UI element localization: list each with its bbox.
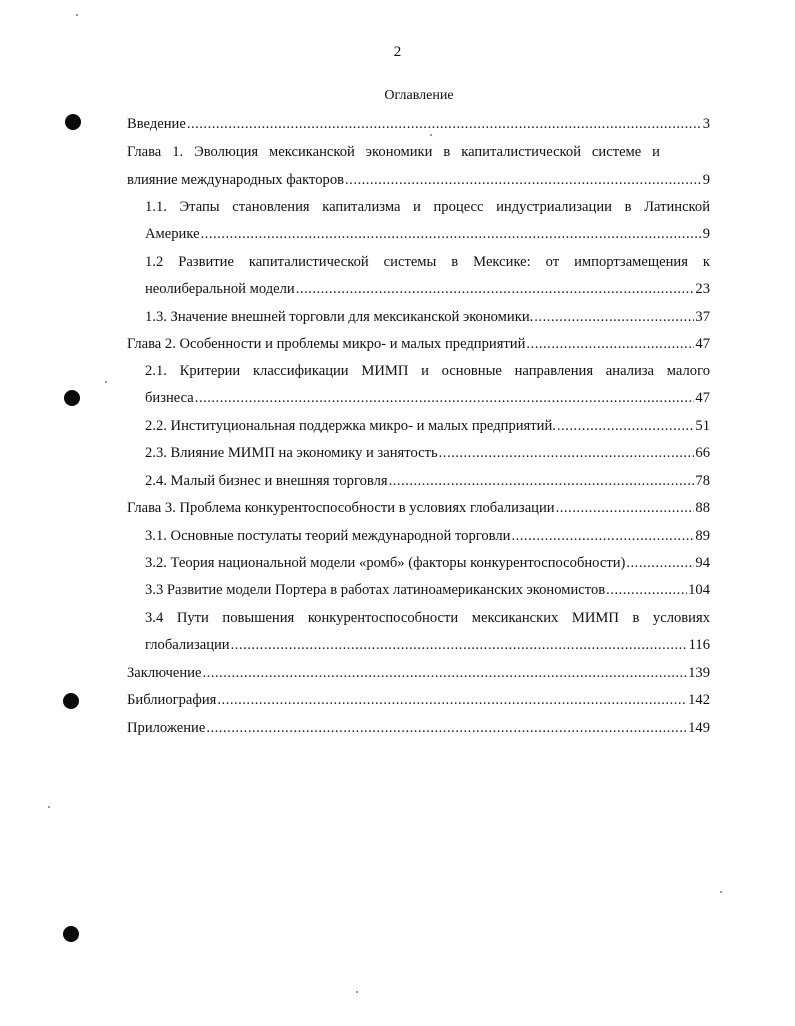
- toc-entry-page: 9: [702, 172, 710, 188]
- toc-entry-page: 104: [688, 582, 710, 598]
- toc-entry-title: 1.3. Значение внешней торговли для мексиканской экономики.: [145, 309, 534, 325]
- toc-entry-page: 37: [695, 309, 710, 325]
- toc-entry-1-1-line1: 1.1. Этапы становления капитализма и процесс индустриализации в Латинской: [145, 199, 710, 215]
- toc-entry-title: влияние международных факторов: [127, 172, 345, 188]
- toc-entry-2-2: [145, 417, 710, 435]
- dot-leader: [217, 691, 687, 709]
- scan-speck: [430, 134, 432, 136]
- toc-entry-page: 66: [695, 445, 710, 461]
- toc-title: Оглавление: [384, 88, 454, 103]
- toc-entry-title: 2.4. Малый бизнес и внешняя торговля: [145, 473, 388, 489]
- punch-hole-1: [65, 114, 81, 130]
- dot-leader: [439, 444, 695, 462]
- toc-entry-page: 51: [695, 418, 710, 434]
- punch-hole-4: [63, 926, 79, 942]
- toc-entry-3-4-line1: 3.4 Пути повышения конкурентоспособности мексиканских МИМП в условиях: [145, 610, 710, 626]
- toc-entry-1-3: [145, 308, 710, 326]
- toc-entry-conclusion: [127, 664, 710, 682]
- toc-entry-chapter1-line1: Глава 1. Эволюция мексиканской экономики в капиталистической системе и: [127, 144, 660, 160]
- toc-entry-title: Заключение: [127, 665, 202, 681]
- toc-entry-3-1: [145, 527, 710, 545]
- dot-leader: [345, 171, 702, 189]
- toc-entry-page: 94: [695, 555, 710, 571]
- dot-leader: [231, 636, 688, 654]
- toc-entry-title: бизнеса: [145, 390, 194, 406]
- toc-entry-3-3: [145, 581, 710, 599]
- toc-entry-1-1: [145, 225, 710, 243]
- toc-entry-title: Библиография: [127, 692, 217, 708]
- toc-entry-2-3: [145, 444, 710, 462]
- toc-entry-title: Глава 3. Проблема конкурентоспособности в условиях глобализации: [127, 500, 555, 516]
- dot-leader: [389, 472, 695, 490]
- dot-leader: [206, 719, 687, 737]
- dot-leader: [534, 308, 694, 326]
- dot-leader: [201, 225, 702, 243]
- dot-leader: [556, 499, 695, 517]
- scan-speck: [720, 891, 722, 893]
- toc-entry-title: 3.1. Основные постулаты теорий международной торговли: [145, 528, 511, 544]
- punch-hole-2: [64, 390, 80, 406]
- toc-entry-page: 3: [702, 116, 710, 132]
- dot-leader: [195, 389, 695, 407]
- toc-entry-3-4: [145, 636, 710, 654]
- toc-entry-title: неолиберальной модели: [145, 281, 295, 297]
- toc-entry-page: 47: [695, 336, 710, 352]
- toc-entry-title: глобализации: [145, 637, 230, 653]
- toc-entry-page: 88: [695, 500, 710, 516]
- toc-entry-title: 3.3 Развитие модели Портера в работах латиноамериканских экономистов: [145, 582, 606, 598]
- toc-entry-title: 3.2. Теория национальной модели «ромб» (факторы конкурентоспособности): [145, 555, 626, 571]
- toc-entry-title: Введение: [127, 116, 186, 132]
- dot-leader: [202, 664, 687, 682]
- dot-leader: [526, 335, 694, 353]
- toc-entry-title: 2.2. Институциональная поддержка микро- и малых предприятий.: [145, 418, 556, 434]
- scan-speck: [76, 14, 78, 16]
- toc-entry-2-1-line1: 2.1. Критерии классификации МИМП и основные направления анализа малого: [145, 363, 710, 379]
- dot-leader: [557, 417, 695, 435]
- toc-entry-title: Глава 2. Особенности и проблемы микро- и малых предприятий: [127, 336, 526, 352]
- toc-entry-title: Америке: [145, 226, 200, 242]
- toc-entry-page: 47: [695, 390, 710, 406]
- dot-leader: [606, 581, 687, 599]
- dot-leader: [296, 280, 695, 298]
- toc-entry-page: 116: [688, 637, 710, 653]
- toc-entry-title: Приложение: [127, 720, 206, 736]
- scan-speck: [356, 991, 358, 993]
- scan-speck: [105, 381, 107, 383]
- toc-entry-intro: [127, 115, 710, 133]
- dot-leader: [187, 115, 702, 133]
- toc-entry-2-4: [145, 472, 710, 490]
- toc-entry-chapter1: [127, 171, 710, 189]
- toc-entry-bibliography: [127, 691, 710, 709]
- toc-entry-title: 2.3. Влияние МИМП на экономику и занятость: [145, 445, 438, 461]
- toc-entry-page: 89: [695, 528, 710, 544]
- toc-entry-chapter2: [127, 335, 710, 353]
- toc-entry-3-2: [145, 554, 710, 572]
- toc-entry-page: 139: [688, 665, 710, 681]
- toc-entry-page: 9: [702, 226, 710, 242]
- dot-leader: [511, 527, 694, 545]
- toc-entry-chapter3: [127, 499, 710, 517]
- toc-entry-page: 149: [688, 720, 710, 736]
- toc-entry-appendix: [127, 719, 710, 737]
- toc-entry-1-2-line1: 1.2 Развитие капиталистической системы в Мексике: от импортзамещения к: [145, 254, 710, 270]
- scan-speck: [48, 806, 50, 808]
- punch-hole-3: [63, 693, 79, 709]
- toc-entry-page: 78: [695, 473, 710, 489]
- dot-leader: [626, 554, 694, 572]
- toc-entry-page: 23: [695, 281, 710, 297]
- toc-entry-1-2: [145, 280, 710, 298]
- toc-entry-2-1: [145, 389, 710, 407]
- page-number: 2: [393, 44, 402, 60]
- toc-entry-page: 142: [688, 692, 710, 708]
